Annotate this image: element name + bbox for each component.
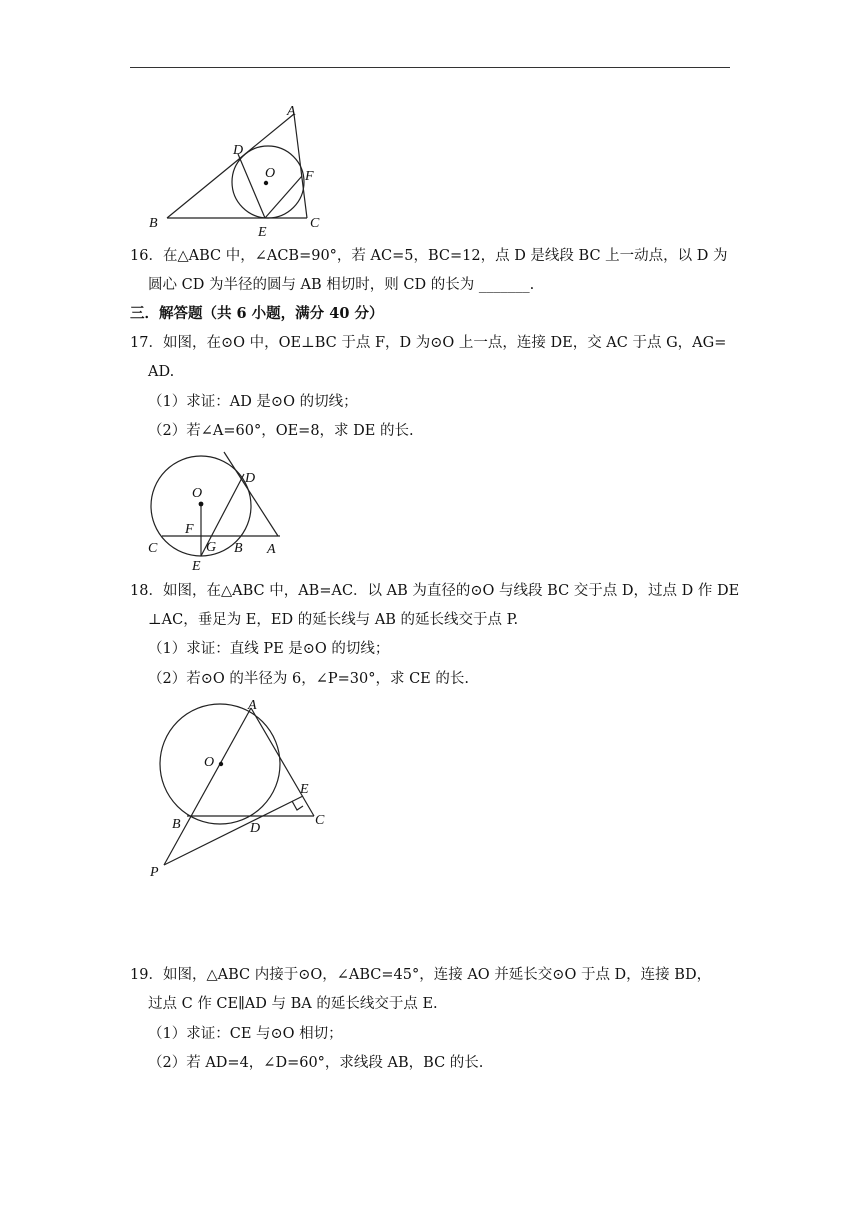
fig18-center-dot	[219, 762, 223, 766]
q18-line2: ⊥AC，垂足为 E，ED 的延长线与 AB 的延长线交于点 P.	[148, 612, 519, 628]
fig15-seg-de	[238, 154, 265, 218]
figure-q18	[140, 696, 340, 886]
figure-q17	[140, 450, 300, 575]
fig18-line-pe	[164, 796, 303, 865]
fig18-label-b: B	[172, 817, 181, 832]
fig18-label-a: A	[248, 698, 257, 713]
fig15-center-dot	[264, 181, 268, 185]
fig18-label-e: E	[300, 782, 309, 797]
fig17-label-d: D	[245, 471, 256, 486]
fig18-label-o: O	[204, 755, 215, 770]
fig17-tangent-ad	[224, 452, 278, 536]
figure-q15	[140, 96, 340, 240]
fig17-label-g: G	[206, 540, 217, 555]
q16-line2: 圆心 CD 为半径的圆与 AB 相切时，则 CD 的长为 _______.	[148, 277, 535, 293]
q19-line2: 过点 C 作 CE∥AD 与 BA 的延长线交于点 E.	[148, 996, 438, 1012]
fig18-label-d: D	[250, 821, 261, 836]
fig17-label-e: E	[192, 559, 201, 574]
fig15-label-c: C	[310, 216, 320, 231]
q17-line2: AD.	[148, 364, 175, 380]
q17-line1: 17．如图，在⊙O 中，OE⊥BC 于点 F，D 为⊙O 上一点，连接 DE，交 AC 于点 G，AG=	[130, 335, 727, 351]
fig15-label-a: A	[287, 104, 296, 119]
fig18-label-p: P	[150, 865, 159, 880]
q19-line1: 19．如图，△ABC 内接于⊙O，∠ABC=45°，连接 AO 并延长交⊙O 于点 D，连接 BD，	[130, 967, 712, 983]
q16-line1: 16．在△ABC 中，∠ACB=90°，若 AC=5，BC=12，点 D 是线段 BC 上一动点，以 D 为	[130, 248, 728, 264]
q19-part1: （1）求证：CE 与⊙O 相切；	[148, 1026, 343, 1042]
fig17-label-b: B	[234, 541, 243, 556]
fig18-right-angle-mark	[292, 801, 303, 810]
fig15-label-d: D	[233, 143, 244, 158]
q17-part1: （1）求证：AD 是⊙O 的切线；	[148, 394, 358, 410]
fig15-label-o: O	[265, 166, 276, 181]
header-rule	[130, 67, 730, 68]
fig17-label-a: A	[267, 542, 276, 557]
fig17-label-f: F	[185, 522, 194, 537]
fig15-label-f: F	[305, 169, 314, 184]
q17-part2: （2）若∠A=60°，OE=8，求 DE 的长.	[148, 423, 414, 439]
fig18-label-c: C	[315, 813, 325, 828]
q19-part2: （2）若 AD=4，∠D=60°，求线段 AB，BC 的长.	[148, 1055, 484, 1071]
fig15-label-b: B	[149, 216, 158, 231]
q18-part1: （1）求证：直线 PE 是⊙O 的切线；	[148, 641, 390, 657]
q18-line1: 18．如图，在△ABC 中，AB=AC．以 AB 为直径的⊙O 与线段 BC 交于点 D，过点 D 作 DE	[130, 583, 740, 599]
fig15-seg-ef	[265, 176, 302, 218]
q18-part2: （2）若⊙O 的半径为 6，∠P=30°，求 CE 的长.	[148, 671, 469, 687]
section-heading: 三．解答题（共 6 小题，满分 40 分）	[130, 305, 384, 322]
fig17-center-dot	[199, 502, 204, 507]
fig18-line-pa	[164, 708, 251, 865]
fig17-label-o: O	[192, 486, 203, 501]
fig18-side-ac	[251, 708, 314, 816]
fig15-label-e: E	[258, 225, 267, 240]
fig17-label-c: C	[148, 541, 158, 556]
